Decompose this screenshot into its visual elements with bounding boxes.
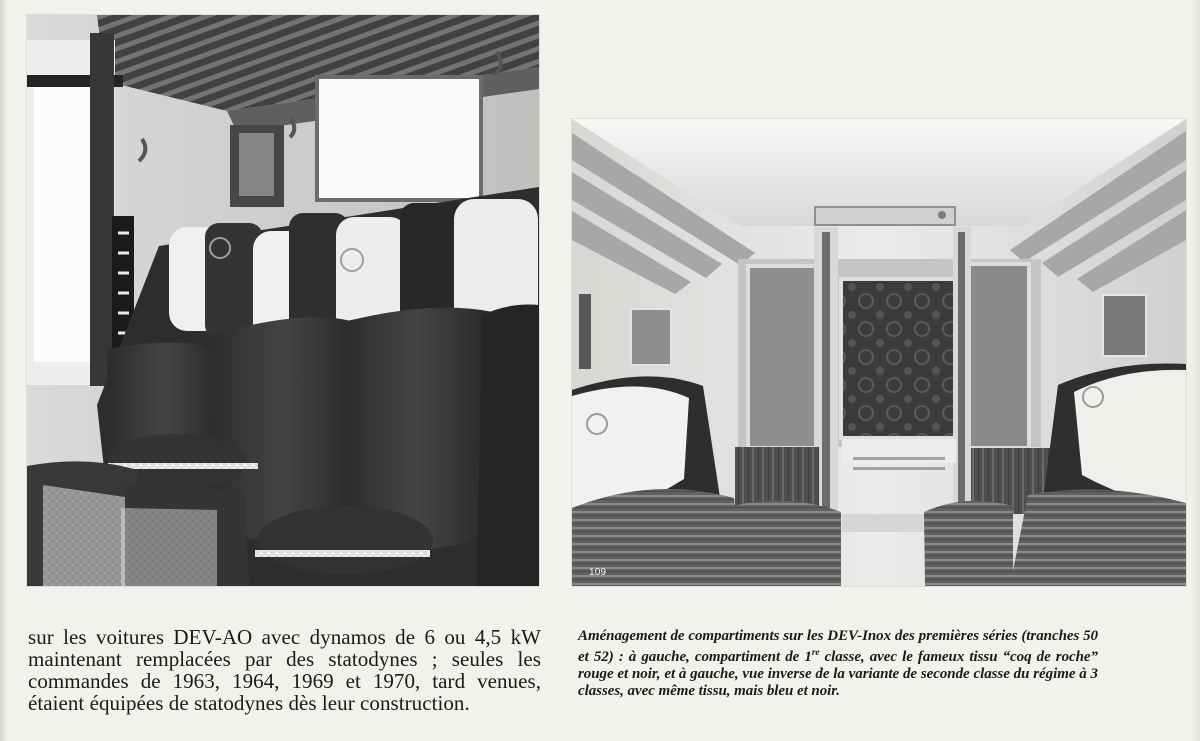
second-class-compartment-photo	[572, 119, 1186, 586]
second-class-compartment-image	[572, 119, 1186, 586]
body-paragraph: sur les voitures DEV-AO avec dynamos de 6 ou 4,5 kW maintenant remplacées par des statodynes ; seules les commandes de 1963, 1964, 1969 et 1970, tard venues, étaient équipées de statodynes dès leur construction.	[28, 625, 541, 715]
page-left-shadow	[0, 0, 8, 741]
photo-number: 109	[589, 567, 607, 578]
page-right-shadow	[1190, 0, 1200, 741]
photo-caption	[578, 628, 1098, 700]
caption-superscript: re	[811, 648, 820, 658]
first-class-compartment-photo	[27, 15, 539, 586]
caption-text-before-superscript: Aménagement de compartiments sur les DEV-Inox des premières séries (tranches 50 et 52) : à gauche, compartiment de 1	[578, 628, 1098, 665]
first-class-compartment-image	[27, 15, 539, 586]
caption-text-after-superscript: classe, avec le fameux tissu “coq de roche” rouge et noir, et à gauche, vue inverse de la variante de seconde classe du régime à 3 classes, avec même tissu, mais bleu et noir.	[578, 649, 1098, 699]
